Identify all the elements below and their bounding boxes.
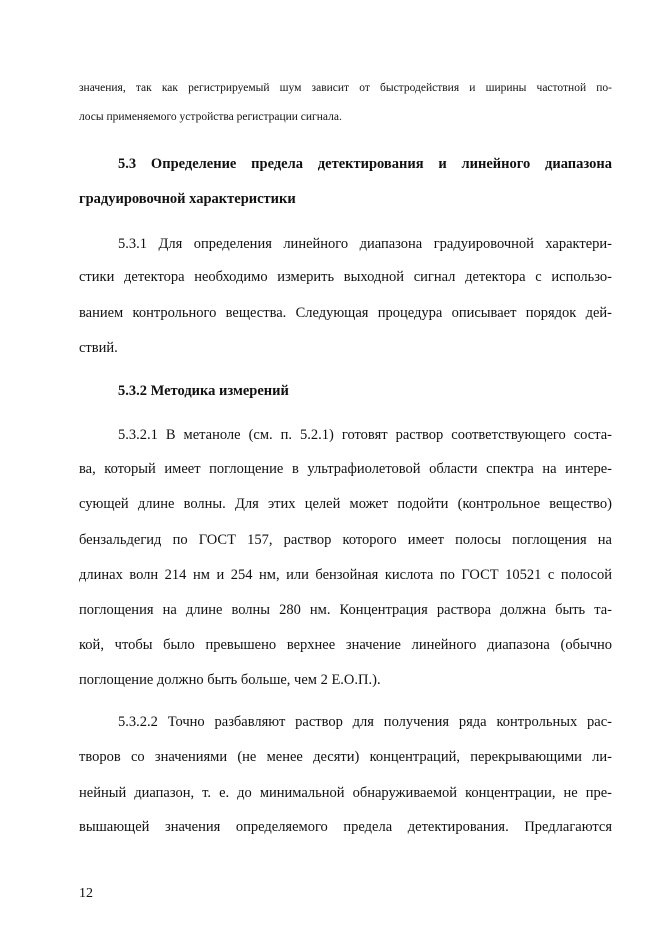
paragraph-5321-line-4: бензальдегид по ГОСТ 157, раствор которого имеет полосы поглощения на [79,532,612,548]
paragraph-5322-line-1: 5.3.2.2 Точно разбавляют раствор для получения ряда контрольных рас- [118,714,612,730]
paragraph-5321-line-8: поглощение должно быть больше, чем 2 Е.О.П.). [79,672,381,688]
paragraph-531-line-4: ствий. [79,340,118,356]
paragraph-5321-line-1: 5.3.2.1 В метаноле (см. п. 5.2.1) готовят раствор соответствующего соста- [118,427,612,443]
paragraph-5321-line-3: сующей длине волны. Для этих целей может подойти (контрольное вещество) [79,496,612,512]
paragraph-5321-line-6: поглощения на длине волны 280 нм. Концентрация раствора должна быть та- [79,602,612,618]
paragraph-5321-line-5: длинах волн 214 нм и 254 нм, или бензойная кислота по ГОСТ 10521 с полосой [79,567,612,583]
paragraph-531-line-2: стики детектора необходимо измерить выходной сигнал детектора с использо- [79,269,612,285]
section-heading-line-2: градуировочной характеристики [79,191,296,207]
page-number: 12 [79,886,93,901]
section-heading-line-1: 5.3 Определение предела детектирования и линейного диапазона [118,156,612,172]
paragraph-5322-line-2: творов со значениями (не менее десяти) концентраций, перекрывающими ли- [79,749,612,765]
subsection-heading: 5.3.2 Методика измерений [118,383,289,399]
paragraph-5321-line-2: ва, который имеет поглощение в ультрафиолетовой области спектра на интере- [79,461,612,477]
paragraph-5322-line-4: вышающей значения определяемого предела детектирования. Предлагаются [79,819,612,835]
paragraph-531-line-3: ванием контрольного вещества. Следующая процедура описывает порядок дей- [79,305,612,321]
paragraph-5321-line-7: кой, чтобы было превышено верхнее значение линейного диапазона (обычно [79,637,612,653]
intro-line-1: значения, так как регистрируемый шум зависит от быстродействия и ширины частотной по- [79,82,612,94]
paragraph-5322-line-3: нейный диапазон, т. е. до минимальной обнаруживаемой концентрации, не пре- [79,785,612,801]
paragraph-531-line-1: 5.3.1 Для определения линейного диапазона градуировочной характери- [118,236,612,252]
intro-line-2: лосы применяемого устройства регистрации сигнала. [79,111,342,123]
